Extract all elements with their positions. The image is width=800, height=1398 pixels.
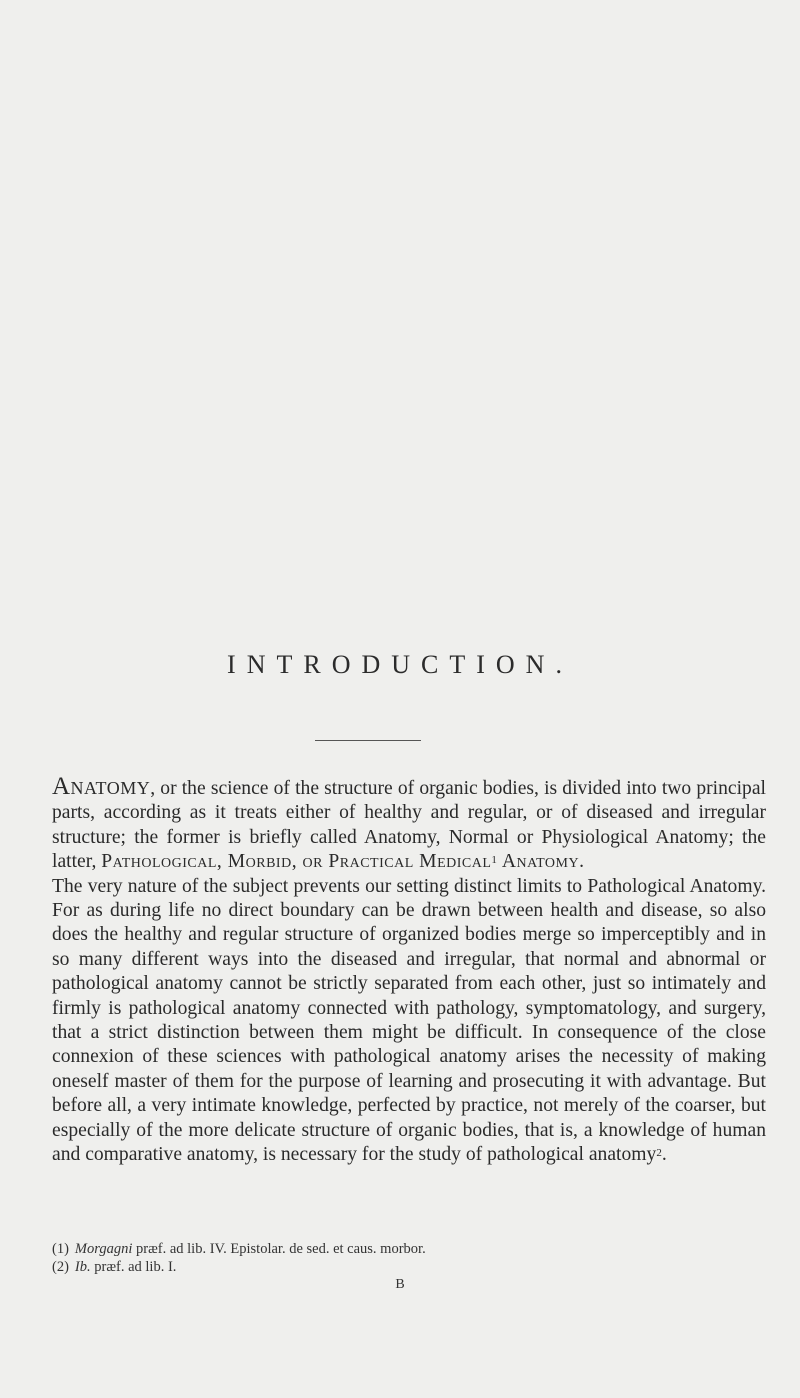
footnote-2 — [52, 1258, 766, 1276]
anatomy-term: Anatomy. — [501, 851, 585, 873]
footnote-author: Ib. — [74, 1259, 91, 1275]
footnote-text: præf. ad lib. I. — [90, 1259, 177, 1275]
paragraph-2 — [52, 875, 766, 1168]
footnote-1 — [52, 1240, 766, 1258]
footnote-author: Morgagni — [74, 1241, 133, 1257]
footnote-text: præf. ad lib. IV. Epistolar. de sed. et caus. morbor. — [132, 1241, 426, 1257]
footnote-ref-2: 2 — [656, 1147, 662, 1160]
signature-mark: B — [395, 1277, 405, 1292]
body-text — [52, 775, 766, 1168]
paragraph-1 — [52, 775, 766, 875]
footnotes — [52, 1240, 766, 1276]
footnote-number: (1) — [52, 1241, 69, 1257]
title-divider — [315, 740, 421, 741]
footnote-number: (2) — [52, 1259, 69, 1275]
paragraph-1-text: , or the science of the structure of organic bodies, is divided into two principal parts, according as it treats either of healthy and regular, or of diseased and irregular structure; the former is briefly called Anatomy, Normal or Physiological Anatomy; the latter, — [52, 778, 766, 873]
page-title: INTRODUCTION. — [227, 650, 573, 679]
paragraph-2-text: The very nature of the subject prevents our setting distinct limits to Pathological Anatomy. For as during life no direct boundary can be drawn between health and disease, so also does the healthy and regular structure of organized bodies merge so imperceptibly and in so many different ways into the diseased and irregular, that normal and abnormal or pathological anatomy cannot be strictly separated from each other, just so intimately and firmly is pathological anatomy connected with pathology, symptomatology, and surgery, that a strict distinction between them might be difficult. In consequence of the close connexion of these sciences with pathological anatomy arises the necessity of making oneself master of them for the purpose of learning and prosecuting it with advantage. But before all, a very intimate knowledge, perfected by practice, not merely of the coarser, but especially of the more delicate structure of organic bodies, that is, a knowledge of human and comparative anatomy, is necessary for the study of pathological anatomy — [52, 875, 766, 1166]
footnote-ref-1: 1 — [491, 854, 497, 867]
paragraph-2-end: . — [661, 1144, 667, 1166]
pathological-terms: Pathological, Morbid, or Practical Medical — [101, 851, 492, 873]
lead-word: Anatomy — [52, 773, 151, 800]
